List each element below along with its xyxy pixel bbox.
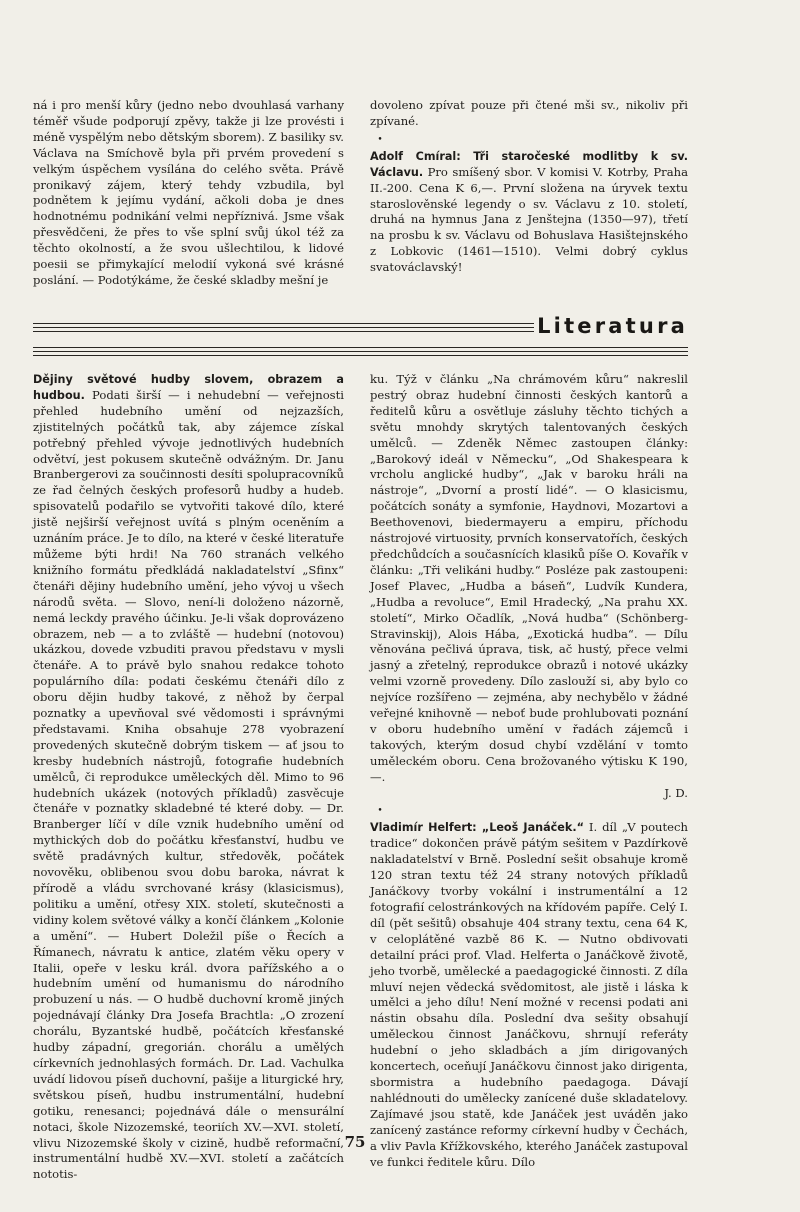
- paragraph: ku. Týž v článku „Na chrámovém kůru“ nakreslil pestrý obraz hudební činnosti českých kantorů a ředitelů kůru a osvětluje zásluhy těchto tichých a světu mnohdy skrytých talentovaných českých umělců. — Zdeněk Němec zastoupen články: „Barokový ideál v Německu“, „Od Shakespeara k vrcholu anglické hudby“, „Jak v baroku hráli na nástroje“, „Dvorní a prostí lidé“. — O klasicismu, počátcích sonáty a symfonie, Haydnovi, Mozartovi a Beethovenovi, biedermayeru a empiru, příchodu nástrojové virtuosity, prvních konservatořích, českých předchůdcích a současnících klasiků píše O. Kovařík v článku: „Tři velikáni hudby.“ Posléze pak zastoupeni: Josef Plavec, „Hudba a báseň“, Ludvík Kundera, „Hudba a revoluce“, Emil Hradecký, „Na prahu XX. století“, Mirko Očadlík, „Nová hudba“ (Schönberg-Stravinskij), Alois Hába, „Exotická hudba“. — Dílu věnována pečlivá úprava, tisk, ač hustý, přece velmi jasný a zřetelný, reprodukce obrazů i notové ukázky velmi vzorně provedeny. Dílo zaslouží si, aby bylo co nejvíce rozšířeno — zejména, aby nechybělo v žádné veřejné knihovně — neboť bude prohlubovati poznání v oboru hudebního umění v řadách zájemců i takových, kterým dosud chybí vzdělání v tomto uměleckém oboru. Cena brožovaného výtisku K 190,—.: [370, 372, 688, 784]
- review-heading: Adolf Cmíral: Tři staročeské modlitby k sv. Václavu.: [370, 149, 688, 179]
- bullet-icon: •: [377, 806, 383, 817]
- review-text: Podati širší — i nehudební — veřejnosti přehled hudebního umění od nejzazších, zjistitelných počátků tak, aby zájemce získal potřebný přehled vývoje jednotlivých hudebních odvětví, jest pokusem skutečně odvážným. Dr. Janu Branbergerovi za součinnosti desíti spolupracovníků ze řad čelných českých profesorů hudby a hudeb. spisovatelů podařilo se vytvořiti takové dílo, které jistě nejširší veřejnost uvítá s plným oceněním a uznáním práce. Je to dílo, na které v české literatuře můžeme býti hrdi! Na 760 stranách velkého knižního formátu předkládá nakladatelství „Sfinx“ čtenáři dějiny hudebního umění, jeho vývoj u všech národů světa. — Slovo, není-li doloženo názorně, nemá leckdy pravého účinku. Je-li však doprovázeno obrazem, neb — a to zvláště — hudební (notovou) ukázkou, dovede vzbuditi pravou představu v mysli čtenáře. A to právě bylo snahou redakce tohoto populárního díla: podati českému čtenáři dílo z oboru dějin hudby takové, z něhož by čerpal poznatky a upevňoval své vědomosti i správnými představami. Kniha obsahuje 278 vyobrazení provedených skutečně dobrým tiskem — ať jsou to kresby hudebních nástrojů, fotografie hudebních umělců, či reprodukce uměleckých děl. Mimo to 96 hudebních ukázek (notových příkladů) zasvěcuje čtenáře v poznatky skladebné té které doby. — Dr. Branberger líčí v díle vznik hudebního umění od mythických dob do počátku křesťanství, hudbu ve světě pradávných kultur, středověk, počátek novověku, oblibenou svou dobu baroka, návrat k přírodě a vládu svrchované krásy (klasicismus), politiku a umění, otřesy XIX. století, skutečnosti a vidiny kolem světové války a končí článkem „Kolonie a umění“. — Hubert Doležil píše o Řecích a Římanech, návratu k antice, zlatém věku opery v Italii, opeře v lesku král. dvora pařížského a o hudebním umění od humanismu do národního probuzení u nás. — O hudbě duchovní kromě jiných pojednávají články Dra Josefa Brachtla: „O zrození chorálu, Byzantské hudbě, počátcích křesťanské hudby západní, gregorián. chorálu a umělých církevních jednohlasých formách. Dr. Lad. Vachulka uvádí lidovou píseň duchovní, pašije a liturgické hry, světskou píseň, hudbu instrumentální, hudební gotiku, renesanci; pojednává dále o mensurální notaci, škole Nizozemské, teoriích XV.—XVI. století, vlivu Nizozemské školy v cizině, hudbě reformační, instrumentální hudbě XV.—XVI. století a začátcích nototis-: [33, 387, 344, 1182]
- paragraph: dovoleno zpívat pouze při čtené mši sv., nikoliv při zpívané.: [370, 98, 688, 128]
- bullet-icon: •: [377, 134, 383, 145]
- rule-line: [33, 347, 688, 348]
- column-bottom-left: [33, 372, 344, 1182]
- review-text: Pro smíšený sbor. V komisi V. Kotrby, Praha II.-200. Cena K 6,—. První složena na úryvek textu staroslověnské legendy o sv. Václavu z 10. století, druhá na hymnus Jana z Jenštejna (1350—97), třetí na prosbu k sv. Václavu od Bohuslava Hasištejnského z Lobkovic (1461—1510). Velmi dobrý cyklus svatováclavský!: [370, 164, 688, 275]
- review-entry: [370, 820, 688, 1170]
- page-number: 75: [344, 1133, 366, 1151]
- column-top-right: [370, 98, 688, 316]
- section-heading: Literatura: [534, 313, 688, 339]
- review-heading: Vladimír Helfert: „Leoš Janáček.“: [370, 821, 584, 835]
- rule-line: [33, 355, 688, 356]
- column-bottom-right: [370, 372, 689, 1169]
- review-text: I. díl „V poutech tradice“ dokončen právě pátým sešitem v Pazdírkově nakladatelství v Brně. Poslední sešit obsahuje kromě 120 stran textu též 24 strany notových příkladů Janáčkovy tvorby vokální i instrumentální a 12 fotografií celostránkových na křídovém papíře. Celý I. díl (pět sešitů) obsahuje 404 strany textu, cena 64 K, v celoplátěné vazbě 86 K. — Nutno obdivovati detailní práci prof. Vlad. Helferta o Janáčkově životě, jeho tvorbě, umělecké a paedagogické činnosti. Z díla mluví nejen vědecká svědomitost, ale jistě i láska k umělci a jeho dílu! Není možné v recensi podati ani nástin obsahu díla. Poslední dva sešity obsahují uměleckou činnost Janáčkovu, shrnují referáty hudební o jeho skladbách a jím dirigovaných koncertech, oceňují Janáčkovu činnost jako dirigenta, sbormistra a hudebního paedagoga. Dávají nahlédnouti do umělecky zanícené duše skladatelovy. Zajímavé jsou statě, kde Janáček jest uváděn jako zanícený zastánce reformy církevní hudby v Čechách, a vliv Pavla Křížkovského, kterého Janáček zastupoval ve funkci ředitele kůru. Dílo: [370, 820, 689, 1169]
- column-top-left: [33, 98, 344, 286]
- review-entry: [33, 372, 344, 1183]
- signature: J. D.: [664, 785, 688, 800]
- paragraph: ná i pro menší kůry (jedno nebo dvouhlasá varhany téměř všude podporují zpěvy, takže ji lze provésti i méně vyspělým nebo dětským sborem). Z basiliky sv. Václava na Smíchově byla při prvém provedení s velkým úspěchem vysílána do celého světa. Právě pronikavý zájem, který tehdy vzbudila, byl podnětem k jejímu vydání, ačkoli doba je dnes hodnotnému podnikání velmi nepříznivá. Jsme však přesvědčeni, že přes to vše splní svůj úkol též za těchto okolností, a že svou ušlechtilou, k lidové poesii se přimykající melodií vykoná své krásné poslání. — Podotýkáme, že české skladby mešní je: [33, 98, 344, 287]
- review-heading: Dějiny světové hudby slovem, obrazem a hudbou.: [33, 373, 344, 402]
- rule-line: [33, 351, 688, 352]
- review-entry: [370, 149, 688, 276]
